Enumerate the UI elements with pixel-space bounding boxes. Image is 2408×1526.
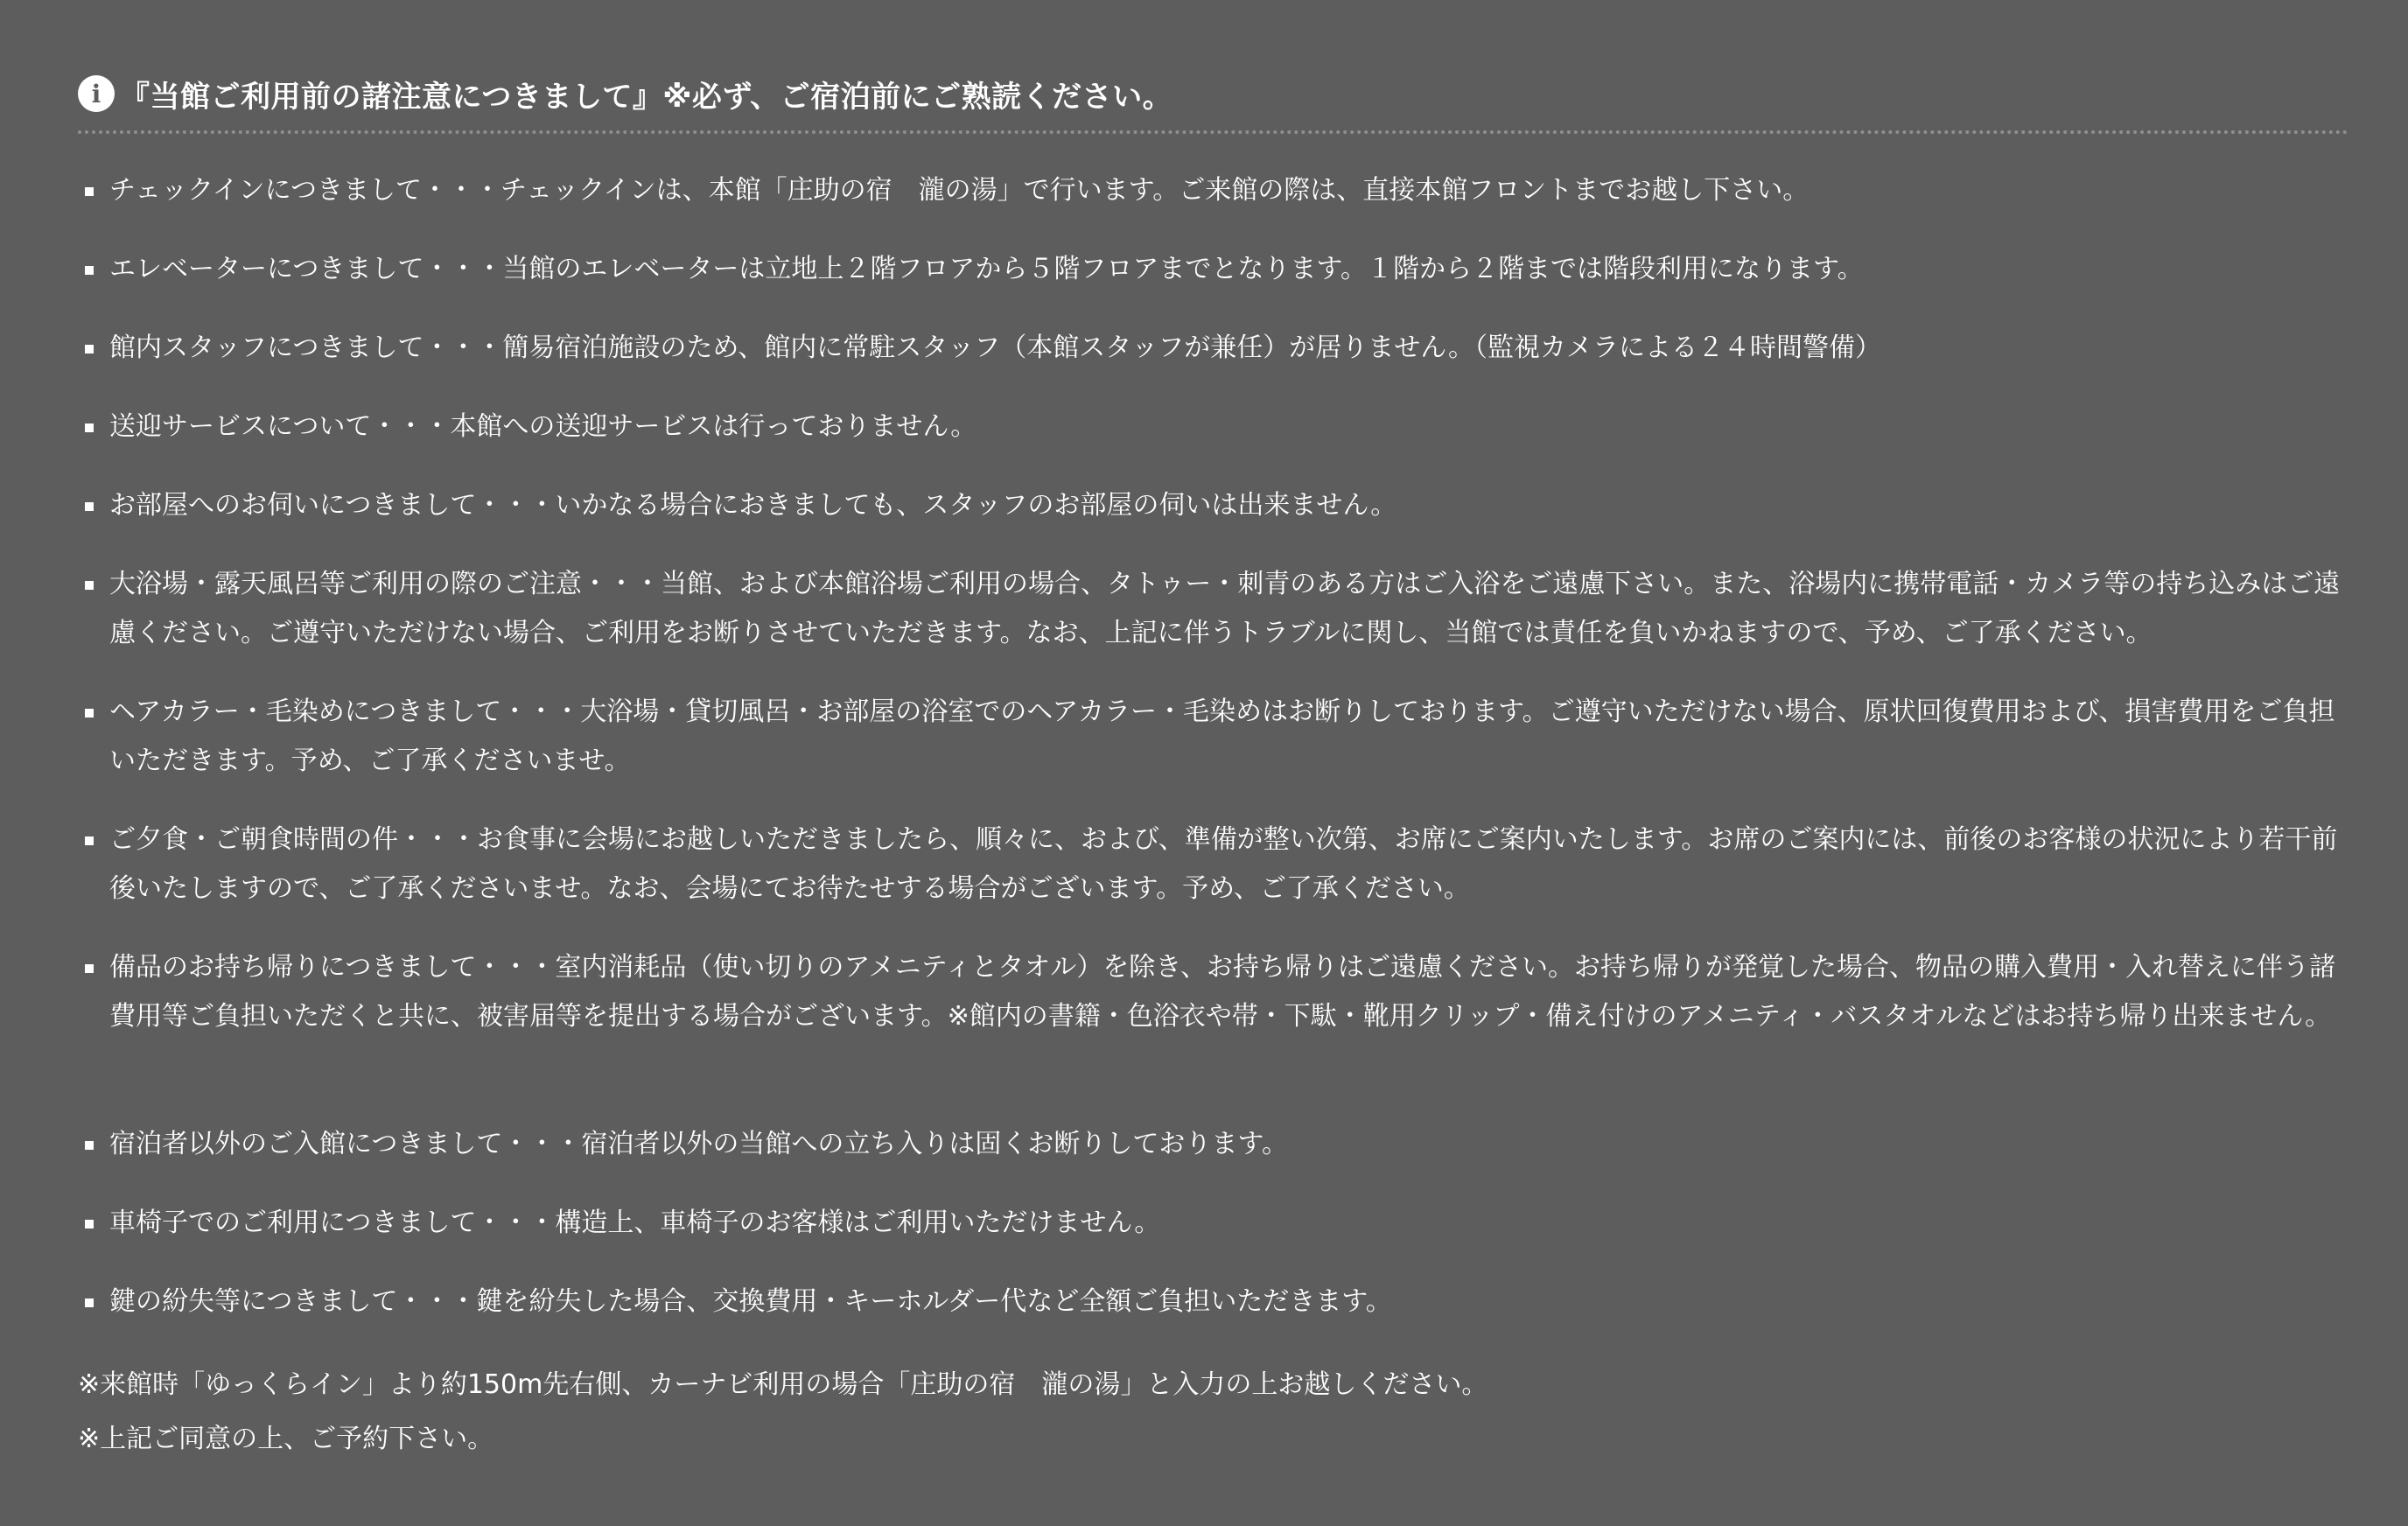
list-item-key-loss: 鍵の紛失等につきまして・・・鍵を紛失した場合、交換費用・キーホルダー代など全額ご負担いただきます。 xyxy=(109,1278,2349,1326)
list-item-meal-time: ご夕食・ご朝食時間の件・・・お食事に会場にお越しいただきましたら、順々に、および、準備が整い次第、お席にご案内いたします。お席のご案内には、前後のお客様の状況により若干前後いたしますので、ご了承くださいませ。なお、会場にてお待たせする場合がございます。予め、ご了承ください。 xyxy=(109,816,2349,914)
info-icon: i xyxy=(78,75,115,112)
notice-heading xyxy=(78,72,1172,116)
list-item-shuttle: 送迎サービスについて・・・本館への送迎サービスは行っておりません。 xyxy=(109,402,2349,452)
list-item-hair-color: ヘアカラー・毛染めにつきまして・・・大浴場・貸切風呂・お部屋の浴室でのヘアカラー・毛染めはお断りしております。ご遵守いただけない場合、原状回復費用および、損害費用をご負担いただきます。予め、ご了承くださいませ。 xyxy=(109,688,2349,786)
list-item-room-visit: お部屋へのお伺いにつきまして・・・いかなる場合におきましても、スタッフのお部屋の伺いは出来ません。 xyxy=(109,481,2349,530)
footnote-directions: ※来館時「ゆっくらイン」より約150m先右側、カーナビ利用の場合「庄助の宿 瀧の湯」と入力の上お越しください。 xyxy=(78,1369,1488,1400)
list-item-amenities: 備品のお持ち帰りにつきまして・・・室内消耗品（使い切りのアメニティとタオル）を除き、お持ち帰りはご遠慮ください。お持ち帰りが発覚した場合、物品の購入費用・入れ替えに伴う諸費用等ご負担いただくと共に、被害届等を提出する場合がございます。※館内の書籍・色浴衣や帯・下駄・靴用クリップ・備え付けのアメニティ・バスタオルなどはお持ち帰り出来ません。 xyxy=(109,943,2349,1041)
notice-title: 『当館ご利用前の諸注意につきまして』※必ず、ご宿泊前にご熟読ください。 xyxy=(120,79,1173,115)
dotted-divider xyxy=(78,130,2349,134)
list-item-bath: 大浴場・露天風呂等ご利用の際のご注意・・・当館、および本館浴場ご利用の場合、タトゥー・刺青のある方はご入浴をご遠慮下さい。また、浴場内に携帯電話・カメラ等の持ち込みはご遠慮ください。ご遵守いただけない場合、ご利用をお断りさせていただきます。なお、上記に伴うトラブルに関し、当館では責任を負いかねますので、予め、ご了承ください。 xyxy=(109,560,2349,658)
list-item-visitors: 宿泊者以外のご入館につきまして・・・宿泊者以外の当館への立ち入りは固くお断りしております。 xyxy=(109,1120,2349,1169)
list-item-elevator: エレベーターにつきまして・・・当館のエレベーターは立地上２階フロアから５階フロアまでとなります。１階から２階までは階段利用になります。 xyxy=(109,245,2349,294)
footnote-agreement: ※上記ご同意の上、ご予約下さい。 xyxy=(78,1424,494,1454)
list-item-wheelchair: 車椅子でのご利用につきまして・・・構造上、車椅子のお客様はご利用いただけません。 xyxy=(109,1199,2349,1248)
list-item-checkin: チェックインにつきまして・・・チェックインは、本館「庄助の宿 瀧の湯」で行います。ご来館の際は、直接本館フロントまでお越し下さい。 xyxy=(109,166,2349,215)
list-item-staff: 館内スタッフにつきまして・・・簡易宿泊施設のため、館内に常駐スタッフ（本館スタッフが兼任）が居りません。（監視カメラによる２４時間警備） xyxy=(109,324,2349,373)
